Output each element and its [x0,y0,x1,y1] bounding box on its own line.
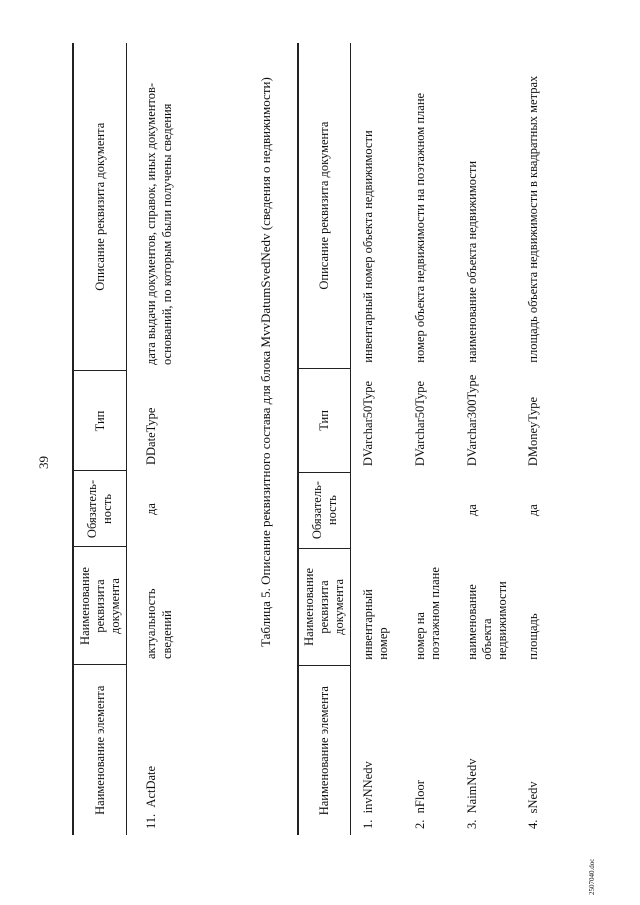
element-code: invNNedv [361,761,375,814]
row-number: 3. [465,819,479,829]
cell-attribute-name: наименование объекта недвижимости [465,581,509,660]
cell-type: DVarchar50Type [361,380,375,467]
cell-element [516,666,568,835]
table-5-caption: Таблица 5. Описание реквизитного состава для блока MvvDatumSvedNedv (сведения о недвижимости) [258,77,273,647]
cell-element [403,666,455,835]
cell-attribute-name: актуальность сведений [144,588,174,659]
header-attribute-name: Наименование реквизита документа [73,547,127,665]
row-number: 1. [361,819,375,829]
cell-element [351,666,404,835]
cell-description: площадь объекта недвижимости в квадратных метрах [526,75,540,363]
header-type: Тип [73,371,127,471]
document-id: 2507040.doc [588,858,596,895]
page-number: 39 [36,456,51,469]
row-number: 4. [526,819,540,829]
table-row [455,43,516,835]
header-type: Тип [298,369,351,472]
cell-required: да [465,504,479,517]
cell-element [455,666,516,835]
header-required: Обязатель-ность [298,472,351,548]
cell-element [127,665,179,835]
element-code: ActDate [144,765,158,808]
header-element-name: Наименование элемента [298,666,351,835]
table-5 [297,43,568,835]
cell-type: DVarchar50Type [413,380,427,467]
table-row [516,43,568,835]
cell-attribute-name: площадь [526,613,540,660]
table-row [403,43,455,835]
element-code: NaimNedv [465,758,479,814]
cell-description: наименование объекта недвижимости [465,160,479,363]
table-5-header [298,43,351,835]
cell-required [403,472,455,548]
header-required: Обязатель-ность [73,471,127,547]
cell-required [351,472,404,548]
cell-attribute-name: инвентарный номер [361,589,390,660]
cell-attribute-name: номер на поэтажном плане [413,567,442,660]
table-4 [72,43,178,835]
cell-required: да [526,504,540,517]
row-number: 2. [413,819,427,829]
header-description: Описание реквизита документа [73,43,127,371]
table-row [351,43,404,835]
cell-type: DVarchar300Type [465,374,479,467]
cell-type: DDateType [144,407,158,465]
header-element-name: Наименование элемента [73,665,127,835]
element-code: nFloor [413,780,427,814]
table-4-header [73,43,127,835]
table-row [127,43,179,835]
row-number: 11. [144,813,158,829]
cell-description: инвентарный номер объекта недвижимости [361,130,375,363]
header-description: Описание реквизита документа [298,43,351,369]
cell-description: номер объекта недвижимости на поэтажном плане [413,92,427,363]
cell-required: да [144,503,158,515]
cell-description: дата выдачи документов, справок, иных документов-оснований, по которым были получены сведения [144,82,174,365]
header-attribute-name: Наименование реквизита документа [298,548,351,666]
element-code: sNedv [526,781,540,814]
cell-type: DMoneyType [526,396,540,467]
